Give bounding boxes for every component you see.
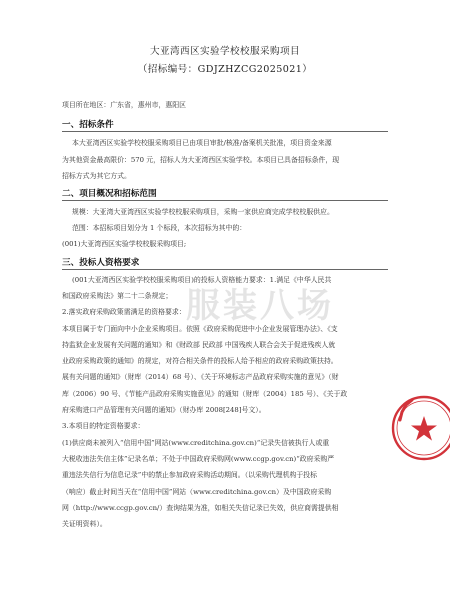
paragraph-line: 业政府采购政策的通知》的规定，对符合相关条件的投标人给予相应的政府采购政策扶持。	[62, 357, 338, 365]
paragraph-line: 重违法失信行为信息记录”中的禁止参加政府采购活动期间。（以采购代理机构于投标	[62, 471, 318, 479]
project-location: 项目所在地区：广东省，惠州市，惠阳区	[62, 101, 187, 109]
paragraph-line: 关证明资料）。	[62, 520, 107, 528]
paragraph-line: 网（http://www.ccgp.gov.cn/）查询结果为准，如相关失信记录已失效，供应商需提供相	[62, 504, 339, 512]
paragraph-line: 库（2006）90 号、《节能产品政府采购实施意见》的通知（财库（2004）185 号）、《关于政	[62, 390, 348, 398]
paragraph-line: (001)大亚湾西区实验学校校服采购项目;	[62, 240, 187, 248]
section-divider	[62, 269, 388, 270]
paragraph-line: 本项目属于专门面向中小企业采购项目。依照《政府采购促进中小企业发展管理办法》、《支	[62, 325, 338, 333]
paragraph-line: （响应）截止时间当天在“信用中国”网站（www.creditchina.gov.cn）及中国政府采购	[62, 488, 332, 496]
paragraph-line: 规模：大亚湾大亚湾西区实验学校校服采购项目，采购一家供应商完成学校校服供应。	[72, 208, 334, 216]
paragraph-line: 范围：本招标项目划分为 1 个标段，本次招标为其中的：	[72, 224, 247, 232]
paragraph-line: 为其他资金最高限价：570 元，招标人为大亚湾西区实验学校。本项目已具备招标条件，现	[62, 156, 340, 164]
paragraph-line: 本大亚湾西区实验学校校服采购项目已由项目审批/核准/备案机关批准，项目资金来源	[72, 139, 332, 147]
paragraph-line: 展有关问题的通知》（财库（2014）68 号）、《关于环境标志产品政府采购实施的意见》（财	[62, 373, 339, 381]
section-divider	[62, 200, 388, 201]
company-seal-icon	[388, 392, 450, 462]
section-heading-bid-conditions: 一、招标条件	[62, 120, 114, 130]
paragraph-line: 和国政府采购法》第二十二条规定；	[62, 292, 173, 300]
bid-number: （招标编号：GDJZHZCG2025021）	[137, 64, 313, 75]
paragraph-line: 大税收违法失信主体”记录名单；不处于中国政府采购网(www.ccgp.gov.cn)“政府采购严	[62, 455, 335, 463]
section-heading-bidder-qualification: 三、投标人资格要求	[62, 258, 140, 268]
document-title: 大亚湾西区实验学校校服采购项目	[150, 46, 300, 57]
paragraph-line: 2.落实政府采购政策需满足的资格要求：	[62, 308, 186, 316]
section-heading-project-overview: 二、项目概况和招标范围	[62, 189, 157, 199]
paragraph-line: 3.本项目的特定资格要求：	[62, 422, 145, 430]
paragraph-line: (001大亚湾西区实验学校校服采购项目)的投标人资格能力要求：1.满足《中华人民共	[72, 276, 332, 284]
paragraph-line: 持监狱企业发展有关问题的通知》和《财政部 民政部 中国残疾人联合会关于促进残疾人就	[62, 341, 336, 349]
paragraph-line: 招标方式为其它方式。	[62, 172, 131, 180]
section-divider	[62, 131, 388, 132]
paragraph-line: 府采购进口产品管理有关问题的通知》（财办库 2008[248]号文）。	[62, 406, 266, 414]
watermark-text: 服装八场	[186, 286, 334, 326]
paragraph-line: (1)供应商未被列入“信用中国”网站(www.creditchina.gov.cn)“记录失信被执行人或重	[62, 439, 330, 447]
